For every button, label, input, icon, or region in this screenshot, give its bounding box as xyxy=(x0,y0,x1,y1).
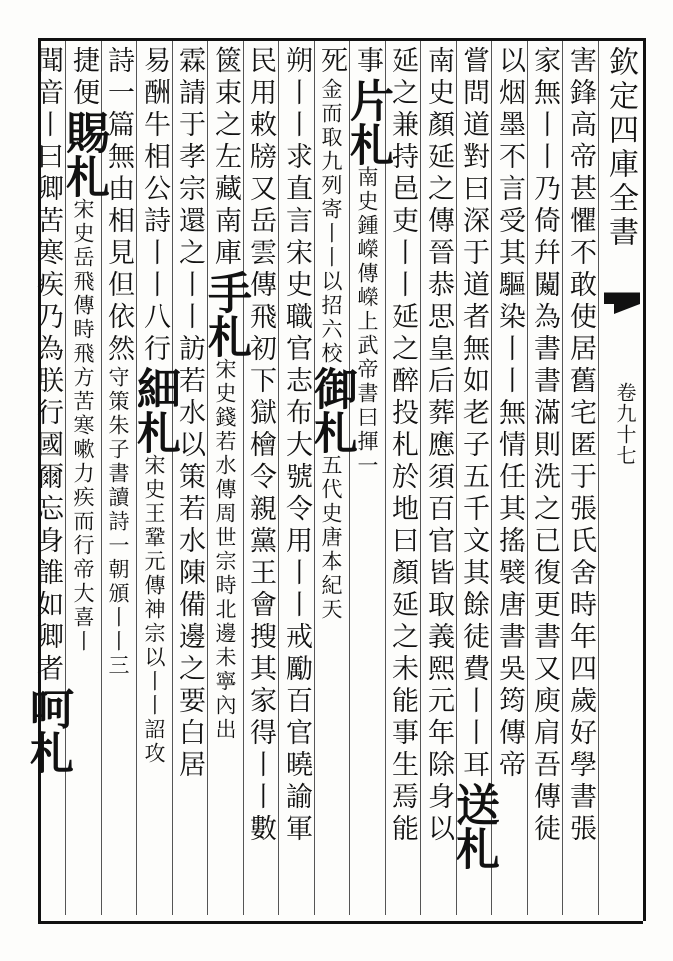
column-text: 金而取九列寄丨丨以招六校 xyxy=(319,78,343,366)
column-text: 南史顏延之傳晉恭思皇后葬應須百官皆取義熙元年除身以 xyxy=(423,46,454,846)
column-text: 丨丨訪若水以策若水陳備邊之要白居 xyxy=(174,270,205,782)
text-column xyxy=(200,46,251,916)
column-text: 死 xyxy=(316,46,347,78)
column-text: 五代史唐本紀天 xyxy=(319,454,343,622)
text-column xyxy=(306,46,357,916)
column-text: 延之兼持邑吏丨丨延之醉投札於地曰顏延之未能事生焉能 xyxy=(387,46,418,846)
column-text: 事 xyxy=(352,46,383,78)
right-border-rule xyxy=(643,38,646,921)
entry-heading: 御札 xyxy=(306,366,357,454)
text-column xyxy=(22,46,73,916)
column-text: 家無丨丨乃倚幷闚為書書滿則洗之已復更書又庾肩吾傳徒 xyxy=(529,46,560,846)
book-title: 欽定四庫全書 xyxy=(603,46,638,250)
text-column xyxy=(170,46,208,916)
text-column xyxy=(419,46,457,916)
column-text: 聞音 xyxy=(32,46,63,110)
text-column xyxy=(241,46,279,916)
text-column xyxy=(561,46,599,916)
column-text: 民用敕牓又岳雲傳飛初下獄檜令親黨王會搜其家得丨丨數 xyxy=(245,46,276,846)
text-column xyxy=(525,46,563,916)
text-column xyxy=(277,46,315,916)
text-column xyxy=(58,46,109,916)
column-text: 捷便 xyxy=(68,46,99,110)
column-text: 嘗問道對曰深于道者無如老子五千文其餘徒費丨丨耳 xyxy=(458,46,489,782)
text-column xyxy=(129,46,180,916)
fishtail-mark-icon xyxy=(604,288,640,318)
column-text: 詩一篇無由相見但依然 xyxy=(103,46,134,366)
column-text: 篋束之左藏南庫 xyxy=(210,46,241,270)
entry-heading: 呵札 xyxy=(22,686,73,774)
column-text: 朔丨丨求直言宋史職官志布大號令用丨丨戒勵百官曉諭軍 xyxy=(281,46,312,846)
column-text: 丨曰卿苦寒疾乃為朕行國爾忘身誰如卿者 xyxy=(32,110,63,686)
column-text: 南史鍾嶸傳嶸上武帝書曰揮一 xyxy=(355,166,379,478)
text-column xyxy=(448,46,499,916)
column-text: 守策朱子書讀詩一朝頒丨丨三 xyxy=(106,366,130,678)
entry-heading: 手札 xyxy=(200,270,251,358)
column-text: 宋史錢若水傳周世宗時北邊未寧內出 xyxy=(213,358,237,742)
entry-heading: 賜札 xyxy=(58,110,109,198)
column-text: 易酬牛相公詩丨丨八行 xyxy=(139,46,170,366)
text-column xyxy=(383,46,421,916)
text-column xyxy=(342,46,393,916)
column-text: 害鋒高帝甚懼不敢使居舊宅匿于張氏舍時年四歲好學書張 xyxy=(565,46,596,846)
column-text: 霖請于孝宗還之 xyxy=(174,46,205,270)
column-text: 宋史王鞏元傳神宗以丨丨詔攻 xyxy=(142,454,166,766)
entry-heading: 細札 xyxy=(129,366,180,454)
entry-heading: 片札 xyxy=(342,78,393,166)
entry-heading: 送札 xyxy=(448,782,499,870)
volume-number: 卷九十七 xyxy=(613,382,637,466)
column-text: 宋史岳飛傳時飛方苦寒嗽力疾而行帝大喜丨 xyxy=(71,198,95,654)
column-text: 以烟墨不言受其驅染丨丨無情任其搖襞唐書吳筠傳帝 xyxy=(494,46,525,782)
